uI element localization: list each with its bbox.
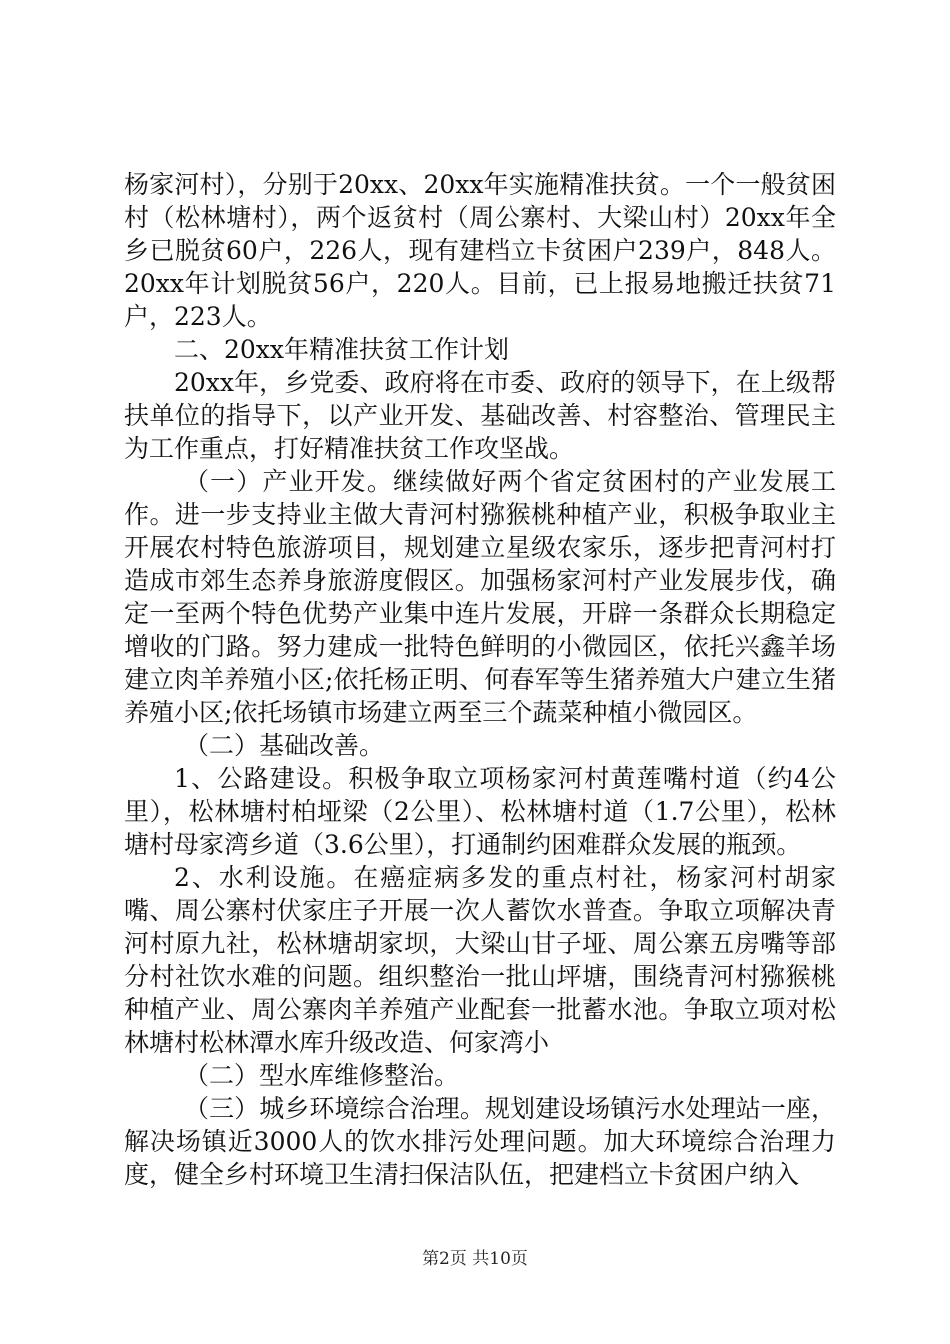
paragraph-reservoir-repair: （二）型水库维修整治。 <box>184 1061 460 1090</box>
paragraph-industry-development: （一）产业开发。继续做好两个省定贫困村的产业发展工作。进一步支持业主做大青河村猕猴桃种植产业，积极争取业主开展农村特色旅游项目，规划建立星级农家乐，逐步把青河村打造成市郊生态养身旅游度假区。加强杨家河村产业发展步伐，确定一至两个特色优势产业集中连片发展，开辟一条群众长期稳定增收的门路。努力建成一批特色鲜明的小微园区，依托兴鑫羊场建立肉羊养殖小区;依托杨正明、何春军等生猪养殖大户建立生猪养殖小区;依托场镇市场建立两至三个蔬菜种植小微园区。 <box>124 467 836 727</box>
paragraph-environment-governance: （三）城乡环境综合治理。规划建设场镇污水处理站一座，解决场镇近3000人的饮水排污处理问题。加大环境综合治理力度，健全乡村环境卫生清扫保洁队伍，把建档立卡贫困户纳入 <box>124 1094 836 1189</box>
section-heading-plan: 二、20xx年精准扶贫工作计划 <box>174 335 510 364</box>
paragraph-road-construction: 1、公路建设。积极争取立项杨家河村黄莲嘴村道（约4公里），松林塘村柏垭梁（2公里）、松林塘村道（1.7公里），松林塘村母家湾乡道（3.6公里），打通制约困难群众发展的瓶颈。 <box>124 764 836 859</box>
document-body <box>124 168 836 1191</box>
page-number-footer: 第2页 共10页 <box>422 1249 528 1269</box>
paragraph-poverty-stats: 杨家河村），分别于20xx、20xx年实施精准扶贫。一个一般贫困村（松林塘村），两个返贫村（周公寨村、大梁山村）20xx年全乡已脱贫60户，226人，现有建档立卡贫困户239户，848人。20xx年计划脱贫56户，220人。目前，已上报易地搬迁扶贫71户，223人。 <box>124 170 836 331</box>
paragraph-water-facilities: 2、水利设施。在癌症病多发的重点村社，杨家河村胡家嘴、周公寨村伏家庄子开展一次人蓄饮水普查。争取立项解决青河村原九社，松林塘胡家坝，大梁山甘子垭、周公寨五房嘴等部分村社饮水难的问题。组织整治一批山坪塘，围绕青河村猕猴桃种植产业、周公寨肉羊养殖产业配套一批蓄水池。争取立项对松林塘村松林潭水库升级改造、何家湾小 <box>124 863 836 1057</box>
paragraph-plan-intro: 20xx年，乡党委、政府将在市委、政府的领导下，在上级帮扶单位的指导下，以产业开发、基础改善、村容整治、管理民主为工作重点，打好精准扶贫工作攻坚战。 <box>124 368 836 463</box>
subheading-infrastructure: （二）基础改善。 <box>184 731 385 760</box>
